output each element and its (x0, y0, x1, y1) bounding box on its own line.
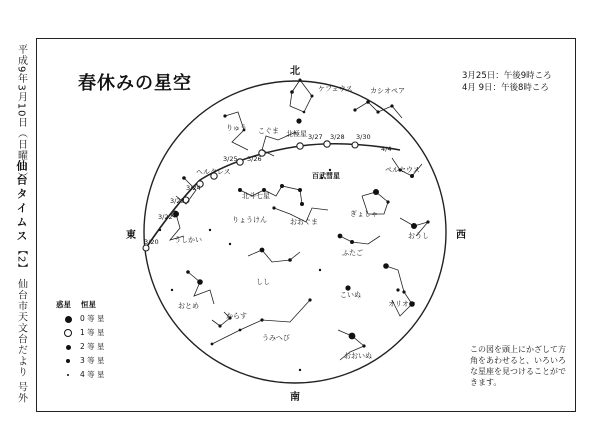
star (229, 243, 231, 245)
legend-row (56, 312, 105, 326)
comet-date: 3/23 (170, 197, 185, 205)
star (298, 188, 302, 192)
legend-symbol (56, 345, 80, 350)
legend-row (56, 354, 105, 368)
legend-row (56, 340, 105, 354)
date-2: 4月 9日：午後8時ころ (462, 83, 549, 93)
label-big-dipper: 北斗七星 (242, 192, 270, 200)
star (290, 90, 294, 94)
legend-label: 4 等 星 (80, 370, 105, 379)
star (299, 79, 302, 82)
label-ursa-minor: こぐま (258, 127, 279, 135)
comet-date: 3/20 (144, 238, 159, 246)
comet-marker (324, 141, 330, 147)
comet-date-labels (144, 133, 391, 246)
star (366, 100, 370, 104)
comet-date: 3/30 (356, 133, 371, 141)
star (288, 258, 292, 262)
star (319, 269, 321, 271)
legend-label: 0 等 星 (80, 314, 105, 323)
star (376, 110, 379, 113)
star (209, 229, 211, 231)
gemini-lines (340, 236, 380, 244)
legend-row (56, 326, 105, 340)
star (211, 343, 214, 346)
leo-lines (248, 250, 300, 262)
direction-north: 北 (290, 66, 300, 77)
star (171, 289, 173, 291)
constellation-labels (174, 85, 429, 360)
label-polaris: 北極星 (286, 130, 307, 138)
label-auriga: ぎょしゃ (350, 210, 378, 218)
direction-south: 南 (290, 392, 300, 403)
label-canes-venatici: りょうけん (232, 216, 267, 224)
date-1: 3月25日：午後9時ころ (462, 71, 552, 81)
star (329, 169, 331, 171)
direction-east: 東 (126, 230, 136, 241)
cassiopeia-lines (355, 102, 402, 118)
cepheus-lines (290, 80, 312, 112)
comet-marker (352, 142, 358, 148)
comet-date: 4/4 (381, 145, 392, 153)
legend-label: 2 等 星 (80, 342, 105, 351)
star (386, 200, 389, 203)
label-draco: りゅう (226, 124, 247, 132)
comet-date: 3/24 (186, 184, 201, 192)
star (239, 329, 242, 332)
star-arcturus (173, 211, 179, 217)
star (311, 95, 314, 98)
page-title: 春休みの星空 (78, 73, 192, 94)
label-bootes: うしかい (174, 236, 202, 244)
star (308, 298, 311, 301)
label-taurus: おうし (408, 232, 429, 240)
star (426, 220, 429, 223)
star-betelgeuse (383, 263, 389, 269)
star-spica (197, 279, 203, 285)
star-polaris (296, 118, 301, 123)
star (410, 174, 414, 178)
legend-symbol (56, 359, 80, 363)
star (159, 229, 161, 231)
comet-date: 3/25 (223, 155, 238, 163)
star (353, 108, 356, 111)
direction-west: 西 (456, 230, 466, 241)
legend-label: 3 等 星 (80, 356, 105, 365)
star-aldebaran (411, 223, 417, 229)
star (303, 111, 306, 114)
label-cepheus: ケフェウス (318, 85, 353, 93)
comet-date: 3/28 (330, 133, 345, 141)
label-virgo: おとめ (178, 302, 199, 310)
legend-header (56, 298, 105, 312)
magnitude-legend (56, 298, 105, 382)
star-sirius (349, 333, 356, 340)
star (260, 318, 263, 321)
star-regulus (260, 248, 265, 253)
label-ursa-major: おおぐま (290, 218, 318, 226)
usage-note: この図を頭上にかざして方角をあわせると、いろいろな星座を見つけることができます。 (470, 345, 566, 387)
comet-path (146, 144, 400, 248)
label-cassiopeia: カシオペア (370, 87, 405, 95)
legend-symbol (56, 316, 80, 323)
comet-marker (237, 159, 243, 165)
star (182, 176, 186, 180)
comet-date: 3/22 (158, 213, 173, 221)
star (280, 184, 284, 188)
star (350, 240, 354, 244)
label-canis-minor: こいぬ (340, 291, 361, 299)
star (218, 324, 221, 327)
label-comet: 百武彗星 (312, 172, 340, 180)
legend-head-star: 恒星 (81, 300, 96, 309)
legend-symbol (56, 329, 80, 337)
star (402, 290, 405, 293)
issue-label: 【2】 仙台市天文台だより 号外 (15, 245, 27, 404)
label-perseus: ペルセウス (385, 166, 420, 174)
legend-row (56, 368, 105, 382)
star-procyon (345, 285, 350, 290)
newspaper-name: 仙台タイムス (15, 160, 28, 244)
horizon-circle (144, 81, 446, 383)
label-canis-major: おおいぬ (344, 352, 372, 360)
label-gemini: ふたご (342, 249, 363, 257)
virgo-lines (188, 272, 214, 304)
publication-date: 平成9年3月10日（日曜日） (15, 44, 27, 184)
label-leo: しし (256, 278, 270, 286)
star (186, 270, 190, 274)
comet-date: 3/27 (308, 133, 323, 141)
legend-head-planet: 惑星 (56, 300, 71, 309)
legend-label: 1 等 星 (80, 328, 105, 337)
label-hydra: うみへび (262, 334, 290, 342)
star (272, 206, 275, 209)
star-pollux (338, 234, 343, 239)
star-capella (373, 189, 379, 195)
label-corvus: からす (226, 312, 247, 320)
star (299, 369, 301, 371)
hydra-lines (212, 300, 310, 344)
label-hercules: ヘルクレス (196, 168, 231, 176)
star (300, 202, 304, 206)
star (362, 344, 365, 347)
legend-symbol (56, 374, 80, 376)
label-orion: オリオン (388, 300, 416, 308)
star (223, 114, 226, 117)
star (390, 104, 393, 107)
comet-marker (297, 143, 303, 149)
star (396, 288, 399, 291)
comet-date: 3/26 (247, 155, 262, 163)
